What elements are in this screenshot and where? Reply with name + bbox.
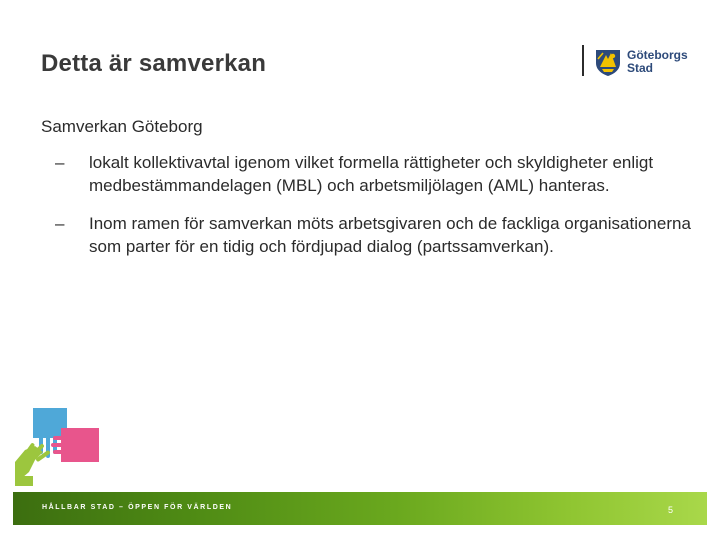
page-number: 5 (667, 505, 673, 515)
slide-title: Detta är samverkan (41, 50, 267, 77)
logo-text (627, 49, 688, 75)
slide-content (41, 116, 701, 274)
logo-divider (582, 45, 584, 76)
intro-heading: Samverkan Göteborg (41, 117, 203, 136)
bullet-text: Inom ramen för samverkan möts arbetsgivaren och de fackliga organisationerna som parter för en tidig och fördjupad dialog (partssamverkan). (89, 214, 691, 256)
hands-illustration-icon (13, 406, 99, 486)
goteborgs-stad-logo (594, 47, 694, 79)
bullet-dash: – (55, 153, 65, 172)
logo-text-line2: Stad (627, 61, 654, 75)
bullet-text: lokalt kollektivavtal igenom vilket formella rättigheter och skyldigheter enligt medbestämmandelagen (MBL) och arbetsmiljölagen (AML) hanteras. (89, 153, 654, 195)
footer-bar (13, 492, 707, 525)
bullet-item (55, 213, 709, 258)
goteborg-coat-of-arms-icon (594, 47, 622, 77)
bullet-dash: – (55, 214, 65, 233)
bullet-item (55, 152, 709, 197)
logo-text-line1: Göteborgs (627, 48, 688, 62)
footer-slogan: HÅLLBAR STAD – ÖPPEN FÖR VÄRLDEN (42, 504, 233, 511)
